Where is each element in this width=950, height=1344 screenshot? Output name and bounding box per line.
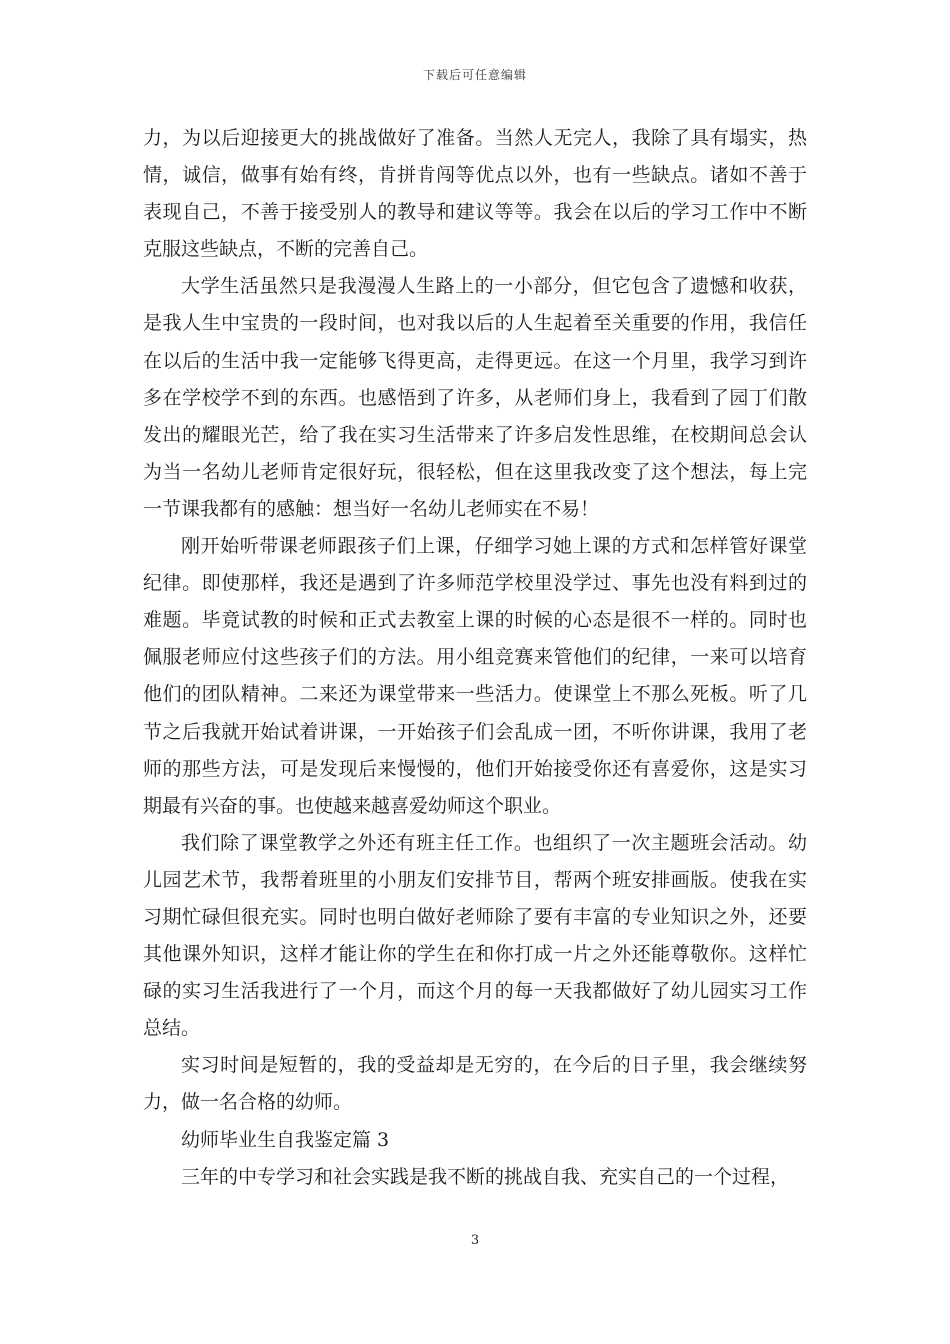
paragraph-conclusion: 实习时间是短暂的，我的受益却是无穷的，在今后的日子里，我会继续努力，做一名合格的幼师。 [143,1054,807,1114]
paragraph-continuation: 力，为以后迎接更大的挑战做好了准备。当然人无完人，我除了具有塌实，热情，诚信，做事有始有终，肯拼肯闯等优点以外，也有一些缺点。诸如不善于表现自己，不善于接受别人的教导和建议等等。我会在以后的学习工作中不断克服这些缺点，不断的完善自己。 [143,127,807,261]
page-number: 3 [470,1233,480,1248]
paragraph-section-3-start: 三年的中专学习和社会实践是我不断的挑战自我、充实自己的一个过程， [181,1165,790,1188]
paragraph-university-life: 大学生活虽然只是我漫漫人生路上的一小部分，但它包含了遗憾和收获，是我人生中宝贵的一段时间，也对我以后的人生起着至关重要的作用，我信任在以后的生活中我一定能够飞得更高，走得更远。在这一个月里，我学习到许多在学校学不到的东西。也感悟到了许多，从老师们身上，我看到了园丁们散发出的耀眼光芒，给了我在实习生活带来了许多启发性思维，在校期间总会认为当一名幼儿老师肯定很好玩，很轻松，但在这里我改变了这个想法，每上完一节课我都有的感触：想当好一名幼儿老师实在不易！ [143,275,807,520]
paragraph-teaching-start: 刚开始听带课老师跟孩子们上课，仔细学习她上课的方式和怎样管好课堂纪律。即使那样，我还是遇到了许多师范学校里没学过、事先也没有料到过的难题。毕竟试教的时候和正式去教室上课的时候的心态是很不一样的。同时也佩服老师应付这些孩子们的方法。用小组竞赛来管他们的纪律，一来可以培育他们的团队精神。二来还为课堂带来一些活力。使课堂上不那么死板。听了几节之后我就开始试着讲课，一开始孩子们会乱成一团，不听你讲课，我用了老师的那些方法，可是发现后来慢慢的，他们开始接受你还有喜爱你，这是实习期最有兴奋的事。也使越来越喜爱幼师这个职业。 [143,535,807,817]
section-heading: 幼师毕业生自我鉴定篇 3 [181,1128,390,1151]
document-body [143,120,807,1196]
paragraph-class-work: 我们除了课堂教学之外还有班主任工作。也组织了一次主题班会活动。幼儿园艺术节，我帮着班里的小朋友们安排节目，帮两个班安排画版。使我在实习期忙碌但很充实。同时也明白做好老师除了要有丰富的专业知识之外，还要其他课外知识，这样才能让你的学生在和你打成一片之外还能尊敬你。这样忙碌的实习生活我进行了一个月，而这个月的每一天我都做好了幼儿园实习工作总结。 [143,831,807,1040]
page-header: 下载后可任意编辑 [422,68,527,82]
